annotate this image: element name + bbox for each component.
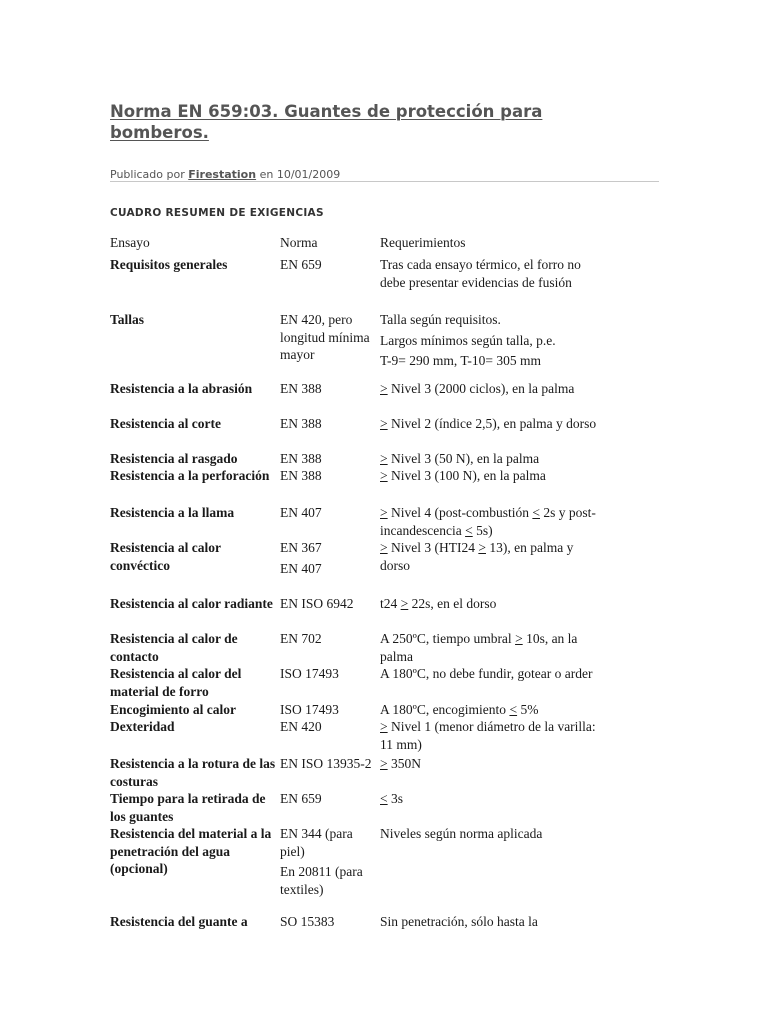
divider xyxy=(110,181,659,182)
norma-line: EN 702 xyxy=(280,631,322,646)
cell-ensayo: Resistencia al calor radiante xyxy=(110,596,273,611)
cell-ensayo: Resistencia al calor de contacto xyxy=(110,631,238,664)
cell-norma xyxy=(280,913,378,934)
requirement-line: > 350N xyxy=(380,756,421,771)
cell-norma xyxy=(280,790,378,811)
cell-requerimientos xyxy=(380,913,600,934)
cell-requerimientos xyxy=(380,539,600,577)
requirement-line: > Nivel 2 (índice 2,5), en palma y dorso xyxy=(380,416,597,431)
section-heading: CUADRO RESUMEN DE EXIGENCIAS xyxy=(110,207,324,219)
requirement-line: > Nivel 3 (2000 ciclos), en la palma xyxy=(380,381,575,396)
cell-norma xyxy=(280,595,378,616)
norma-line: EN 388 xyxy=(280,451,322,466)
cell-ensayo: Resistencia del guante a xyxy=(110,914,248,929)
requirement-line: t24 > 22s, en el dorso xyxy=(380,596,497,611)
cell-ensayo: Resistencia a la abrasión xyxy=(110,381,253,396)
cell-norma xyxy=(280,380,378,401)
requirement-line: < 3s xyxy=(380,791,404,806)
cell-ensayo: Resistencia a la rotura de las costuras xyxy=(110,756,276,789)
cell-ensayo: Resistencia al corte xyxy=(110,416,221,431)
cell-requerimientos xyxy=(380,790,600,811)
norma-line: EN 388 xyxy=(280,381,322,396)
cell-requerimientos xyxy=(380,467,600,488)
cell-ensayo: Requisitos generales xyxy=(110,257,228,272)
requirement-line: > Nivel 3 (100 N), en la palma xyxy=(380,468,546,483)
header-ensayo: Ensayo xyxy=(110,235,150,250)
requirement-line: > Nivel 4 (post-combustión < 2s y post-incandescencia < 5s) xyxy=(380,505,596,538)
requirement-line: > Nivel 3 (HTI24 > 13), en palma y dorso xyxy=(380,540,574,573)
cell-norma xyxy=(280,467,378,488)
norma-line: EN 659 xyxy=(280,257,322,272)
norma-line: EN 407 xyxy=(280,560,322,576)
byline xyxy=(110,168,340,181)
norma-line: EN 420, pero longitud mínima mayor xyxy=(280,312,370,362)
cell-requerimientos xyxy=(380,380,600,401)
cell-requerimientos xyxy=(380,311,600,373)
cell-ensayo: Resistencia al calor convéctico xyxy=(110,540,221,573)
cell-ensayo: Resistencia al rasgado xyxy=(110,451,238,466)
cell-ensayo: Dexteridad xyxy=(110,719,175,734)
norma-line: EN 388 xyxy=(280,416,322,431)
norma-line: EN 420 xyxy=(280,719,322,734)
cell-requerimientos xyxy=(380,718,600,756)
requirement-line: Sin penetración, sólo hasta la xyxy=(380,914,538,929)
cell-ensayo: Resistencia del material a la penetración del agua (opcional) xyxy=(110,826,272,876)
cell-norma xyxy=(280,825,378,901)
publish-date: 10/01/2009 xyxy=(276,168,341,181)
norma-line: SO 15383 xyxy=(280,914,335,929)
requirement-line: Talla según requisitos. xyxy=(380,312,501,327)
byline-middle: en xyxy=(259,168,274,181)
norma-line: EN 344 (para piel) xyxy=(280,826,353,859)
norma-line: ISO 17493 xyxy=(280,702,339,717)
cell-ensayo: Resistencia al calor del material de forro xyxy=(110,666,242,699)
byline-prefix: Publicado por xyxy=(110,168,185,181)
cell-norma xyxy=(280,665,378,686)
requirement-line: > Nivel 1 (menor diámetro de la varilla: 11 mm) xyxy=(380,719,596,752)
requirement-line: Niveles según norma aplicada xyxy=(380,826,543,841)
cell-requerimientos xyxy=(380,755,600,776)
cell-ensayo: Tiempo para la retirada de los guantes xyxy=(110,791,266,824)
cell-ensayo: Resistencia a la llama xyxy=(110,505,235,520)
cell-requerimientos xyxy=(380,665,600,686)
norma-line: EN 388 xyxy=(280,468,322,483)
cell-norma xyxy=(280,415,378,436)
norma-line: EN 407 xyxy=(280,505,322,520)
norma-line: EN 367 xyxy=(280,540,322,555)
header-norma: Norma xyxy=(280,235,318,250)
cell-norma xyxy=(280,504,378,525)
requirement-line: A 250ºC, tiempo umbral > 10s, an la palma xyxy=(380,631,578,664)
norma-line: EN 659 xyxy=(280,791,322,806)
requirement-line: > Nivel 3 (50 N), en la palma xyxy=(380,451,540,466)
cell-requerimientos xyxy=(380,504,600,542)
requirement-line: A 180ºC, no debe fundir, gotear o arder xyxy=(380,666,593,681)
cell-norma xyxy=(280,630,378,651)
cell-requerimientos xyxy=(380,630,600,668)
cell-ensayo: Resistencia a la perforación xyxy=(110,468,270,483)
author-link[interactable]: Firestation xyxy=(188,168,257,181)
cell-requerimientos xyxy=(380,595,600,616)
cell-norma xyxy=(280,718,378,739)
requirement-line: T-9= 290 mm, T-10= 305 mm xyxy=(380,353,541,368)
requirement-line: Tras cada ensayo térmico, el forro no debe presentar evidencias de fusión xyxy=(380,257,581,290)
requirement-line: A 180ºC, encogimiento < 5% xyxy=(380,702,539,717)
cell-ensayo: Tallas xyxy=(110,312,145,327)
cell-requerimientos xyxy=(380,256,600,294)
norma-line: ISO 17493 xyxy=(280,666,339,681)
cell-ensayo: Encogimiento al calor xyxy=(110,702,236,717)
requirement-line: Largos mínimos según talla, p.e. xyxy=(380,332,556,348)
cell-norma xyxy=(280,256,378,277)
cell-norma xyxy=(280,311,378,367)
cell-requerimientos xyxy=(380,825,600,846)
header-requerimientos: Requerimientos xyxy=(380,235,466,250)
cell-norma xyxy=(280,755,378,776)
article-title[interactable]: Norma EN 659:03. Guantes de protección para bomberos. xyxy=(110,102,543,142)
cell-requerimientos xyxy=(380,415,600,436)
cell-norma xyxy=(280,539,378,580)
norma-line: EN ISO 6942 xyxy=(280,596,354,611)
norma-line: EN ISO 13935-2 xyxy=(280,756,372,771)
norma-line: En 20811 (para textiles) xyxy=(280,864,363,897)
